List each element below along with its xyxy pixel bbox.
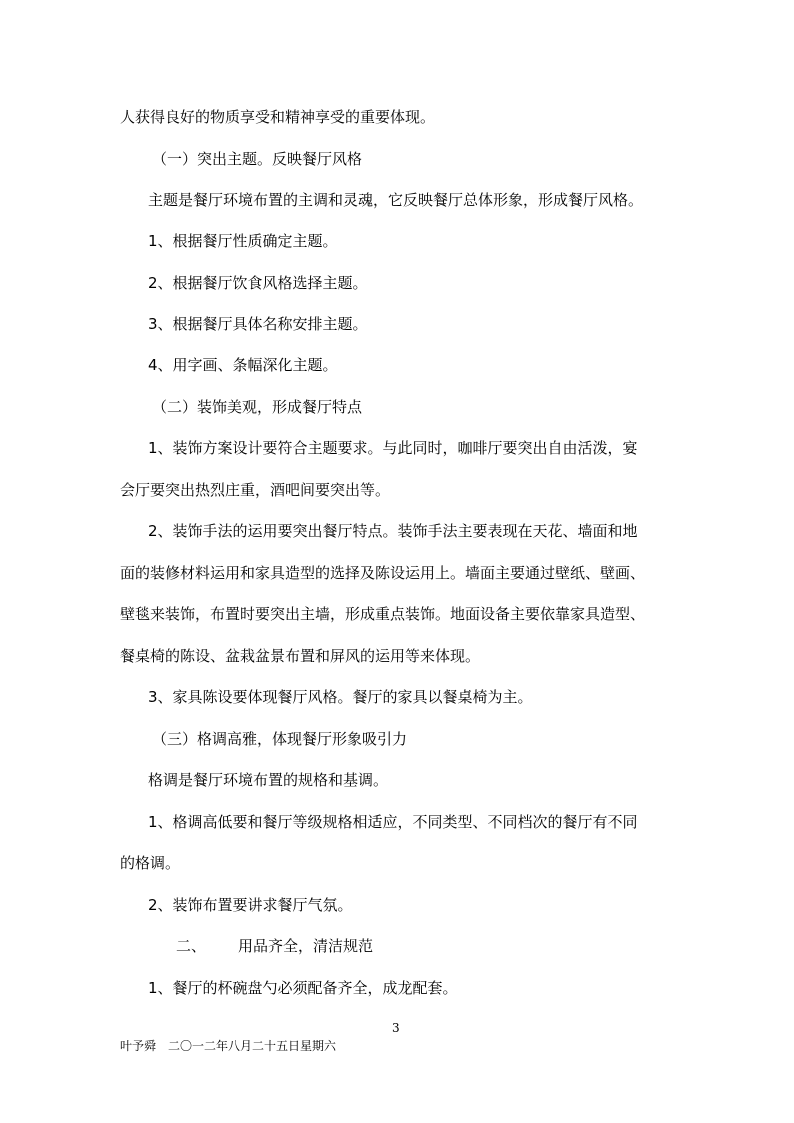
section-heading-title: 用品齐全，清洁规范 xyxy=(238,937,374,955)
subheading-decoration: （二）装饰美观，形成餐厅特点 xyxy=(152,398,363,416)
page-number: 3 xyxy=(392,1021,400,1035)
section-heading-number: 二、 xyxy=(176,937,207,955)
list-item: 4、用字画、条幅深化主题。 xyxy=(148,356,338,374)
paragraph-line: 格调是餐厅环境布置的规格和基调。 xyxy=(148,771,389,789)
list-item: 3、根据餐厅具体名称安排主题。 xyxy=(148,315,368,333)
list-item: 1、餐厅的杯碗盘勺必须配备齐全，成龙配套。 xyxy=(148,979,458,997)
paragraph-line: 人获得良好的物质享受和精神享受的重要体现。 xyxy=(120,108,436,126)
section-heading xyxy=(176,936,373,956)
paragraph-line: 会厅要突出热烈庄重，酒吧间要突出等。 xyxy=(120,481,391,499)
footer xyxy=(120,1038,336,1054)
paragraph-line: 主题是餐厅环境布置的主调和灵魂，它反映餐厅总体形象，形成餐厅风格。 xyxy=(148,191,644,209)
list-item: 1、根据餐厅性质确定主题。 xyxy=(148,232,338,250)
list-item: 1、格调高低要和餐厅等级规格相适应，不同类型、不同档次的餐厅有不同 xyxy=(148,813,638,831)
paragraph-line: 面的装修材料运用和家具造型的选择及陈设运用上。墙面主要通过壁纸、壁画、 xyxy=(120,564,646,582)
paragraph-line: 餐桌椅的陈设、盆栽盆景布置和屏风的运用等来体现。 xyxy=(120,647,481,665)
subheading-theme: （一）突出主题。反映餐厅风格 xyxy=(152,150,363,168)
footer-author: 叶予舜 xyxy=(120,1039,157,1053)
list-item: 2、装饰布置要讲求餐厅气氛。 xyxy=(148,896,353,914)
list-item: 1、装饰方案设计要符合主题要求。与此同时，咖啡厅要突出自由活泼，宴 xyxy=(148,439,638,457)
paragraph-line: 壁毯来装饰，布置时要突出主墙，形成重点装饰。地面设备主要依靠家具造型、 xyxy=(120,605,646,623)
subheading-style: （三）格调高雅，体现餐厅形象吸引力 xyxy=(152,730,408,748)
list-item: 2、根据餐厅饮食风格选择主题。 xyxy=(148,274,368,292)
list-item: 2、装饰手法的运用要突出餐厅特点。装饰手法主要表现在天花、墙面和地 xyxy=(148,522,638,540)
paragraph-line: 的格调。 xyxy=(120,854,181,872)
footer-date: 二〇一二年八月二十五日星期六 xyxy=(168,1039,337,1053)
list-item: 3、家具陈设要体现餐厅风格。餐厅的家具以餐桌椅为主。 xyxy=(148,688,533,706)
